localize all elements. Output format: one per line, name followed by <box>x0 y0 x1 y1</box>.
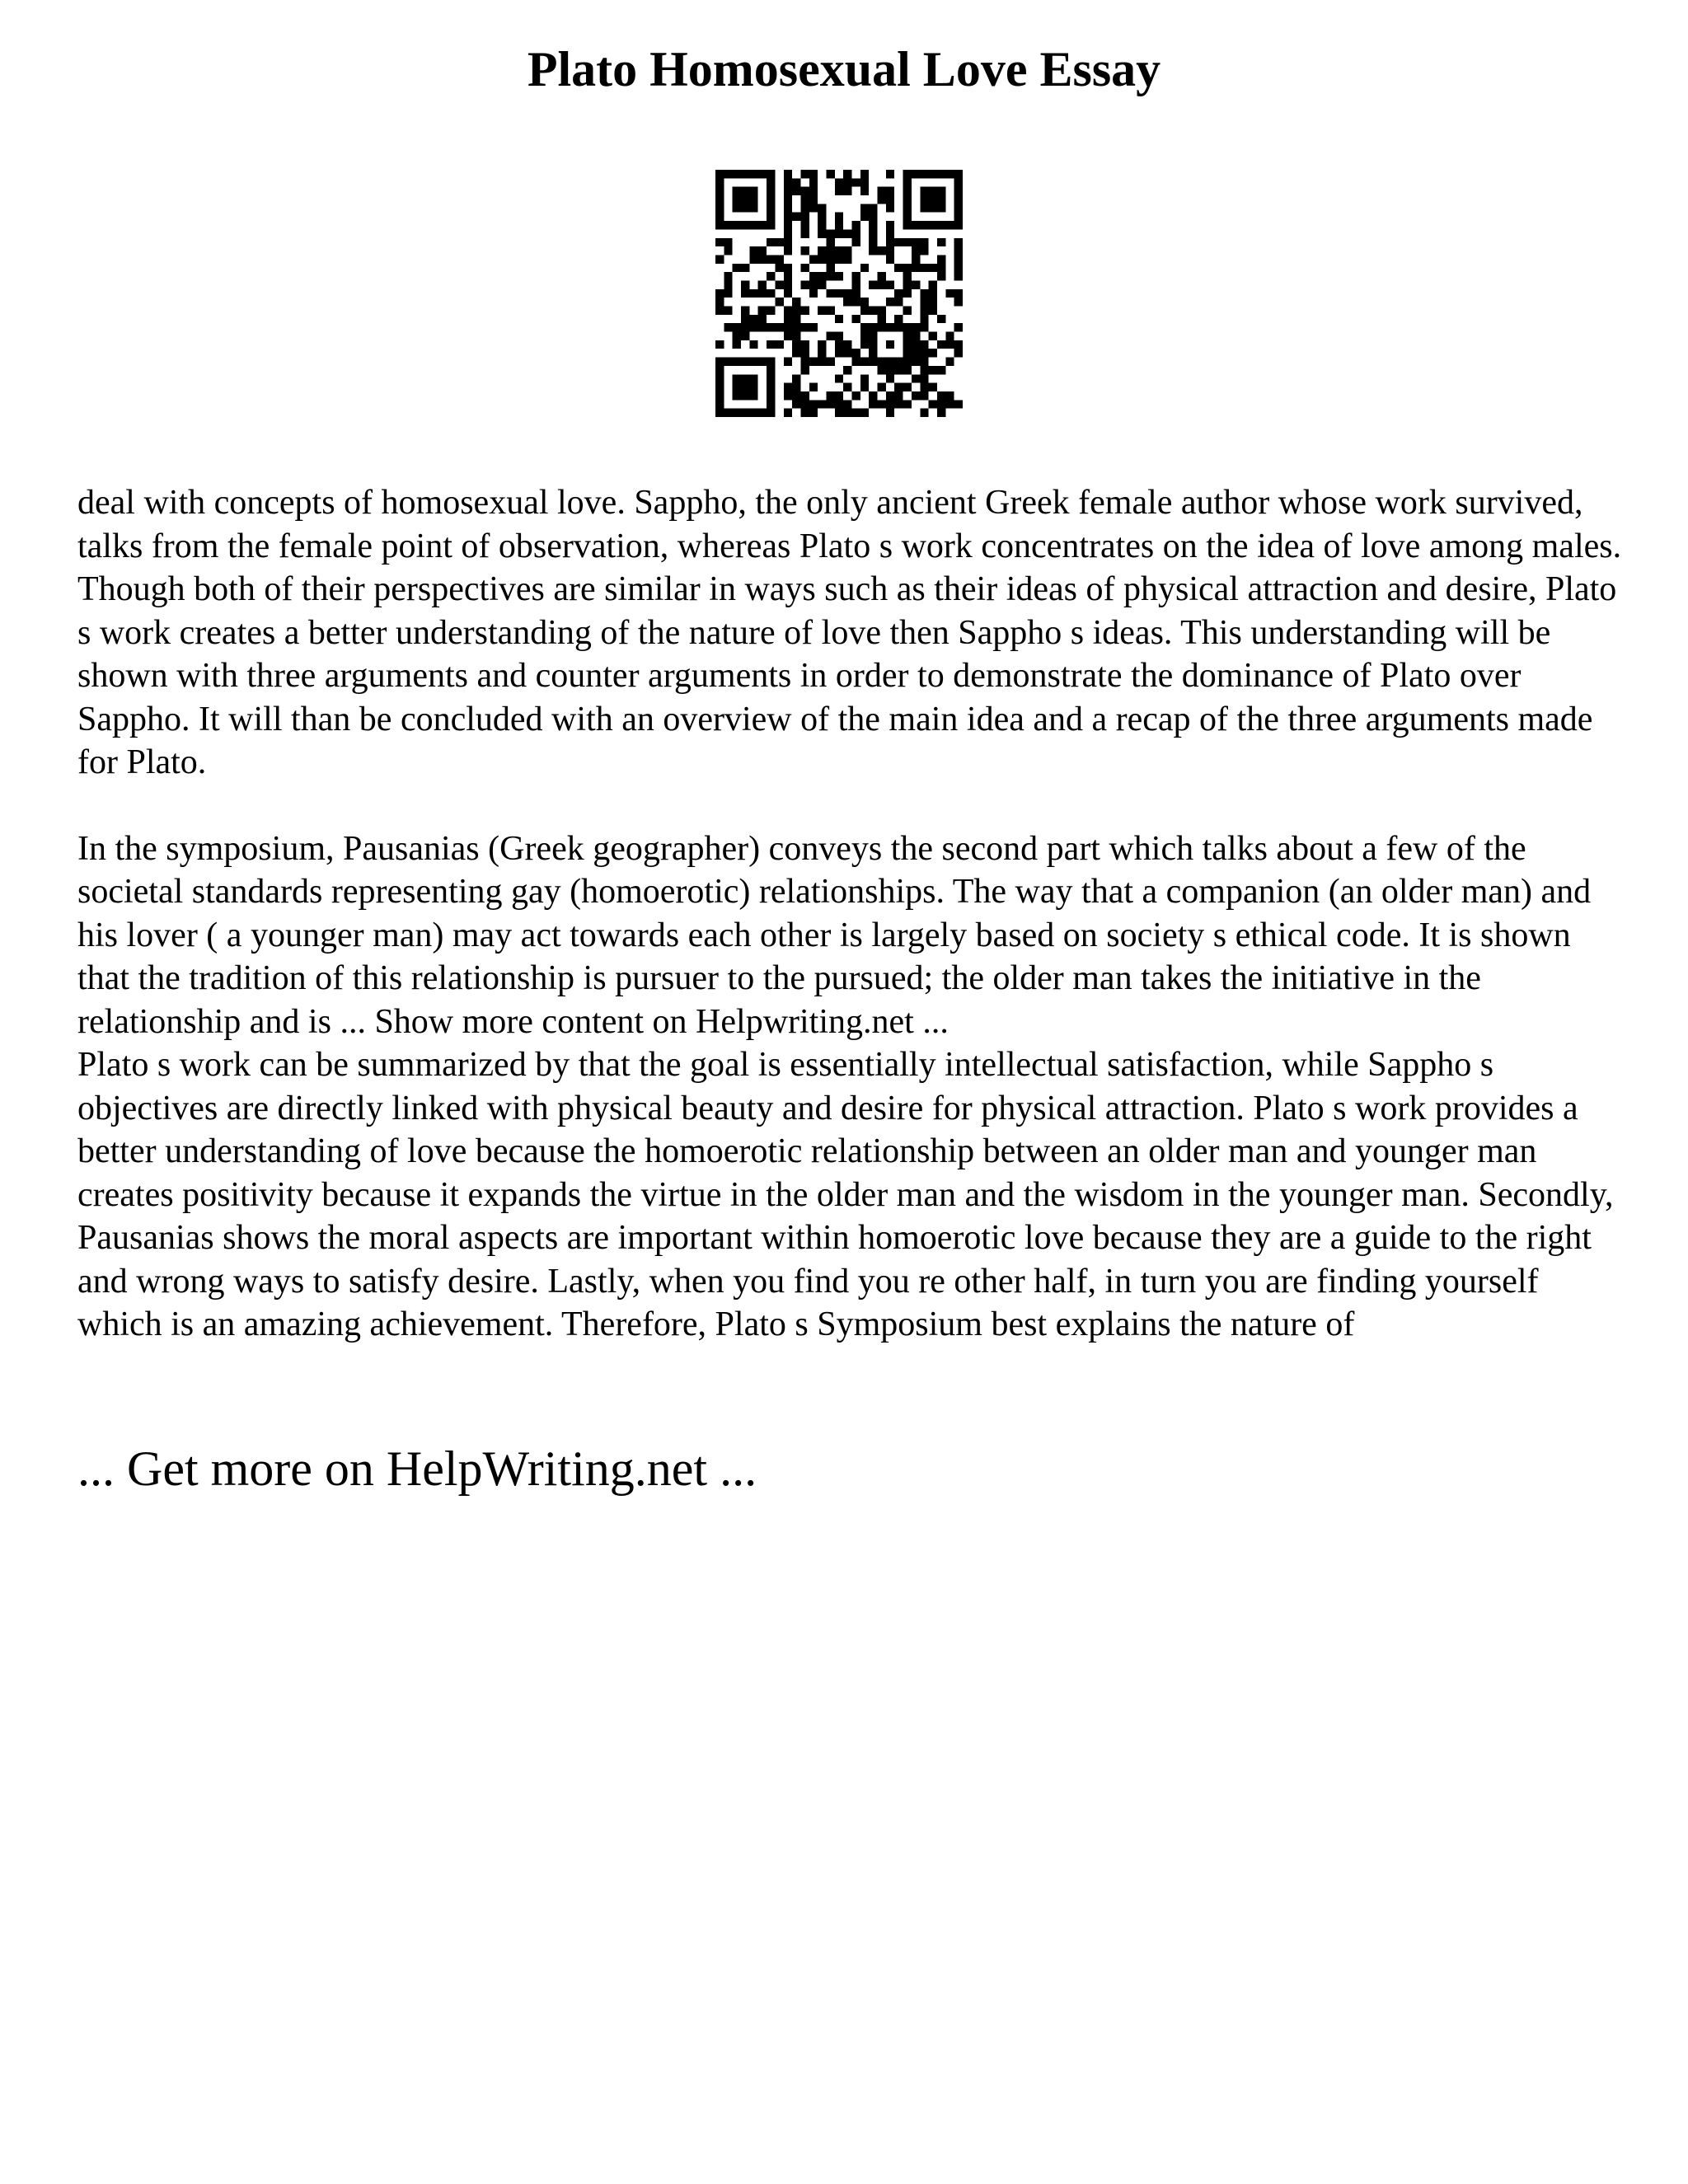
essay-paragraph: Plato s work can be summarized by that the goal is essentially intellectual satisfaction, while Sappho s objectives are directly linked with physical beauty and desire for physical attraction. Plato s work provides a better understanding of love because the homoerotic relationship between an older man and younger man creates positivity because it expands the virtue in the older man and the wisdom in the younger man. Secondly, Pausanias shows the moral aspects are important within homoerotic love because they are a guide to the right and wrong ways to satisfy desire. Lastly, when you find you re other half, in turn you are finding yourself which is an amazing achievement. Therefore, Plato s Symposium best explains the nature of <box>77 1046 1614 1343</box>
essay-body <box>77 481 1627 1347</box>
essay-paragraph: deal with concepts of homosexual love. Sappho, the only ancient Greek female author whose work survived, talks from the female point of observation, whereas Plato s work concentrates on the idea of love among males. Though both of their perspectives are similar in ways such as their ideas of physical attraction and desire, Plato s work creates a better understanding of the nature of love then Sappho s ideas. This understanding will be shown with three arguments and counter arguments in order to demonstrate the dominance of Plato over Sappho. It will than be concluded with an overview of the main idea and a recap of the three arguments made for Plato. <box>77 484 1622 781</box>
page-title: Plato Homosexual Love Essay <box>527 42 1161 96</box>
get-more-link[interactable]: ... Get more on HelpWriting.net ... <box>77 1441 757 1496</box>
qr-code-image <box>715 170 963 417</box>
essay-paragraph: In the symposium, Pausanias (Greek geographer) conveys the second part which talks about a few of the societal standards representing gay (homoerotic) relationships. The way that a companion (an older man) and his lover ( a younger man) may act towards each other is largely based on society s ethical code. It is shown that the tradition of this relationship is pursuer to the pursued; the older man takes the initiative in the relationship and is ... Show more content on Helpwriting.net ... <box>77 829 1592 1041</box>
